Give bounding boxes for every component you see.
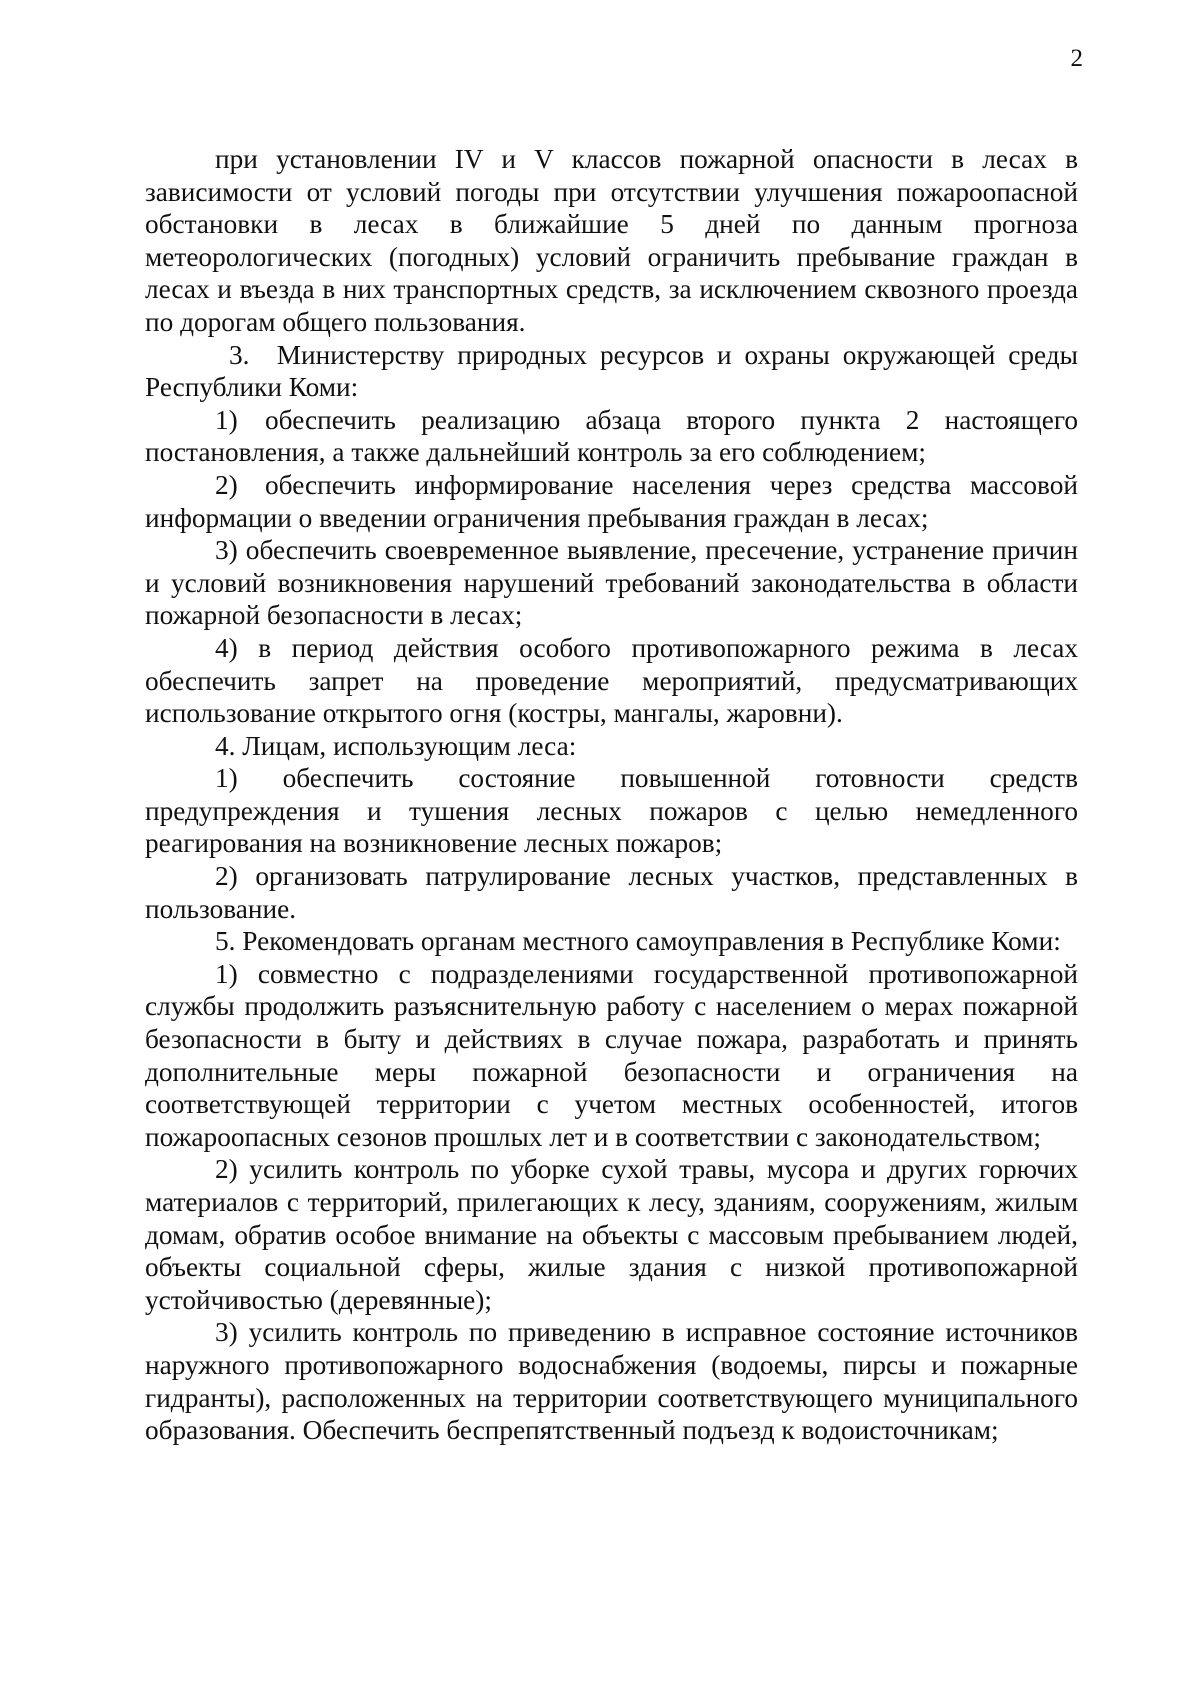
paragraph-item-3-2: 2) обеспечить информирование населения через средства массовой информации о введении ограничения пребывания граждан в лесах; <box>145 469 1078 533</box>
page-number: 2 <box>1070 45 1083 72</box>
paragraph-item-3-3: 3) обеспечить своевременное выявление, пресечение, устранение причин и условий возникновения нарушений требований законодательства в области пожарной безопасности в лесах; <box>145 535 1078 631</box>
paragraph-item-5-1: 1) совместно с подразделениями государственной противопожарной службы продолжить разъяснительную работу с населением о мерах пожарной безопасности в быту и действиях в случае пожара, разработать и принять дополнительные меры пожарной безопасности и ограничения на соответствующей территории с учетом местных особенностей, итогов пожароопасных сезонов прошлых лет и в соответствии с законодательством; <box>145 958 1078 1152</box>
paragraph-item-4-2: 2) организовать патрулирование лесных участков, представленных в пользование. <box>145 861 1078 924</box>
paragraph-item-3-ministry: 3. Министерству природных ресурсов и охраны окружающей среды Республики Коми: <box>145 339 1078 403</box>
paragraph-item-4-forest-users: 4. Лицам, использующим леса: <box>215 730 577 761</box>
paragraph-item-5-3: 3) усилить контроль по приведению в исправное состояние источников наружного противопожарного водоснабжения (водоемы, пирсы и пожарные гидранты), расположенных на территории соответствующего муниципального образования. Обеспечить беспрепятственный подъезд к водоисточникам; <box>145 1317 1078 1446</box>
document-body <box>145 143 1078 1447</box>
paragraph-fire-danger-classes: при установлении IV и V классов пожарной опасности в лесах в зависимости от условий погоды при отсутствии улучшения пожароопасной обстановки в лесах в ближайшие 5 дней по данным прогноза метеорологических (погодных) условий ограничить пребывание граждан в лесах и въезда в них транспортных средств, за исключением сквозного проезда по дорогам общего пользования. <box>145 144 1078 337</box>
paragraph-item-3-4: 4) в период действия особого противопожарного режима в лесах обеспечить запрет на проведение мероприятий, предусматривающих использование открытого огня (костры, мангалы, жаровни). <box>145 632 1078 729</box>
paragraph-item-5-2: 2) усилить контроль по уборке сухой травы, мусора и других горючих материалов с территорий, прилегающих к лесу, зданиям, сооружениям, жилым домам, обратив особое внимание на объекты с массовым пребыванием людей, объекты социальной сферы, жилые здания с низкой противопожарной устойчивостью (деревянные); <box>145 1154 1078 1315</box>
paragraph-item-3-1: 1) обеспечить реализацию абзаца второго пункта 2 настоящего постановления, а также дальнейший контроль за его соблюдением; <box>145 404 1078 468</box>
paragraph-item-5-local-authorities: 5. Рекомендовать органам местного самоуправления в Республике Коми: <box>215 926 1061 957</box>
paragraph-item-4-1: 1) обеспечить состояние повышенной готовности средств предупреждения и тушения лесных пожаров с целью немедленного реагирования на возникновение лесных пожаров; <box>145 763 1078 859</box>
